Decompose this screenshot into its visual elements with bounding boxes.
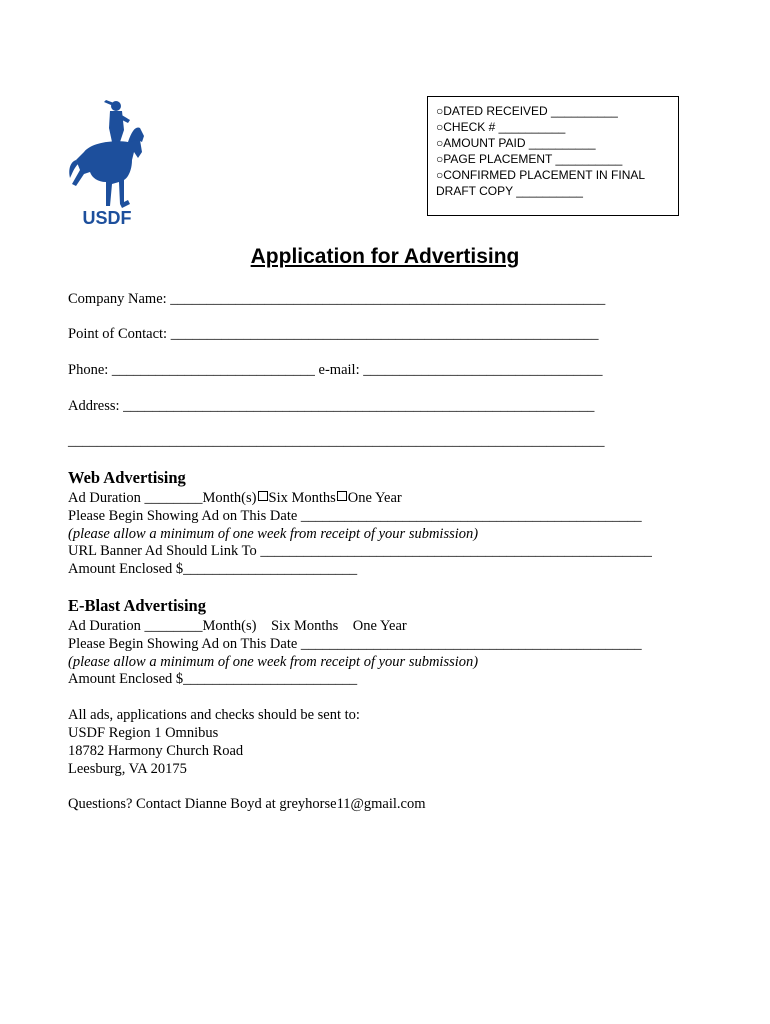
point-of-contact-field[interactable]: Point of Contact: ___________________________________________________________ <box>68 326 599 342</box>
web-amount-field[interactable]: Amount Enclosed $________________________ <box>68 561 358 577</box>
mail-city: Leesburg, VA 20175 <box>68 761 187 777</box>
logo-text: USDF <box>82 208 132 228</box>
page-title: Application for Advertising <box>250 245 520 268</box>
mail-org: USDF Region 1 Omnibus <box>68 725 219 741</box>
web-note: (please allow a minimum of one week from receipt of your submission) <box>68 526 479 542</box>
office-line-amount: ○AMOUNT PAID __________ <box>436 136 596 150</box>
questions-contact: Questions? Contact Dianne Boyd at greyhorse11@gmail.com <box>68 796 426 812</box>
one-year-checkbox[interactable] <box>337 491 347 501</box>
one-year-label: One Year <box>347 490 402 506</box>
mail-street: 18782 Harmony Church Road <box>68 743 244 759</box>
web-begin-date-field[interactable]: Please Begin Showing Ad on This Date _______________________________________________ <box>68 508 642 524</box>
eblast-note: (please allow a minimum of one week from receipt of your submission) <box>68 654 479 670</box>
url-banner-field[interactable]: URL Banner Ad Should Link To ______________________________________________________ <box>68 543 652 559</box>
company-name-field[interactable]: Company Name: ____________________________________________________________ <box>68 291 606 307</box>
web-duration-label: Ad Duration ________Month(s) <box>68 490 257 506</box>
six-months-label: Six Months <box>268 490 336 506</box>
office-line-placement: ○PAGE PLACEMENT __________ <box>436 152 623 166</box>
horse-rider-icon <box>62 100 152 232</box>
eblast-advertising-heading: E-Blast Advertising <box>68 596 206 615</box>
office-line-draft: DRAFT COPY __________ <box>436 184 583 198</box>
office-line-dated: ○DATED RECEIVED __________ <box>436 104 618 118</box>
web-advertising-heading: Web Advertising <box>68 468 186 487</box>
usdf-logo <box>62 100 152 232</box>
address-field[interactable]: Address: _________________________________________________________________ <box>68 398 595 414</box>
mail-intro: All ads, applications and checks should be sent to: <box>68 707 360 723</box>
office-line-confirmed: ○CONFIRMED PLACEMENT IN FINAL <box>436 168 646 182</box>
six-months-checkbox[interactable] <box>258 491 268 501</box>
office-line-check: ○CHECK # __________ <box>436 120 566 134</box>
address-line-2-field[interactable]: __________________________________________________________________________ <box>68 433 605 449</box>
eblast-duration-row: Ad Duration ________Month(s) Six Months One Year <box>68 618 407 634</box>
eblast-amount-field[interactable]: Amount Enclosed $________________________ <box>68 671 358 687</box>
office-use-box <box>427 96 679 216</box>
web-ad-duration-row <box>68 489 402 507</box>
phone-email-field[interactable]: Phone: ____________________________ e-mail: _________________________________ <box>68 362 603 378</box>
eblast-begin-date-field[interactable]: Please Begin Showing Ad on This Date _______________________________________________ <box>68 636 642 652</box>
